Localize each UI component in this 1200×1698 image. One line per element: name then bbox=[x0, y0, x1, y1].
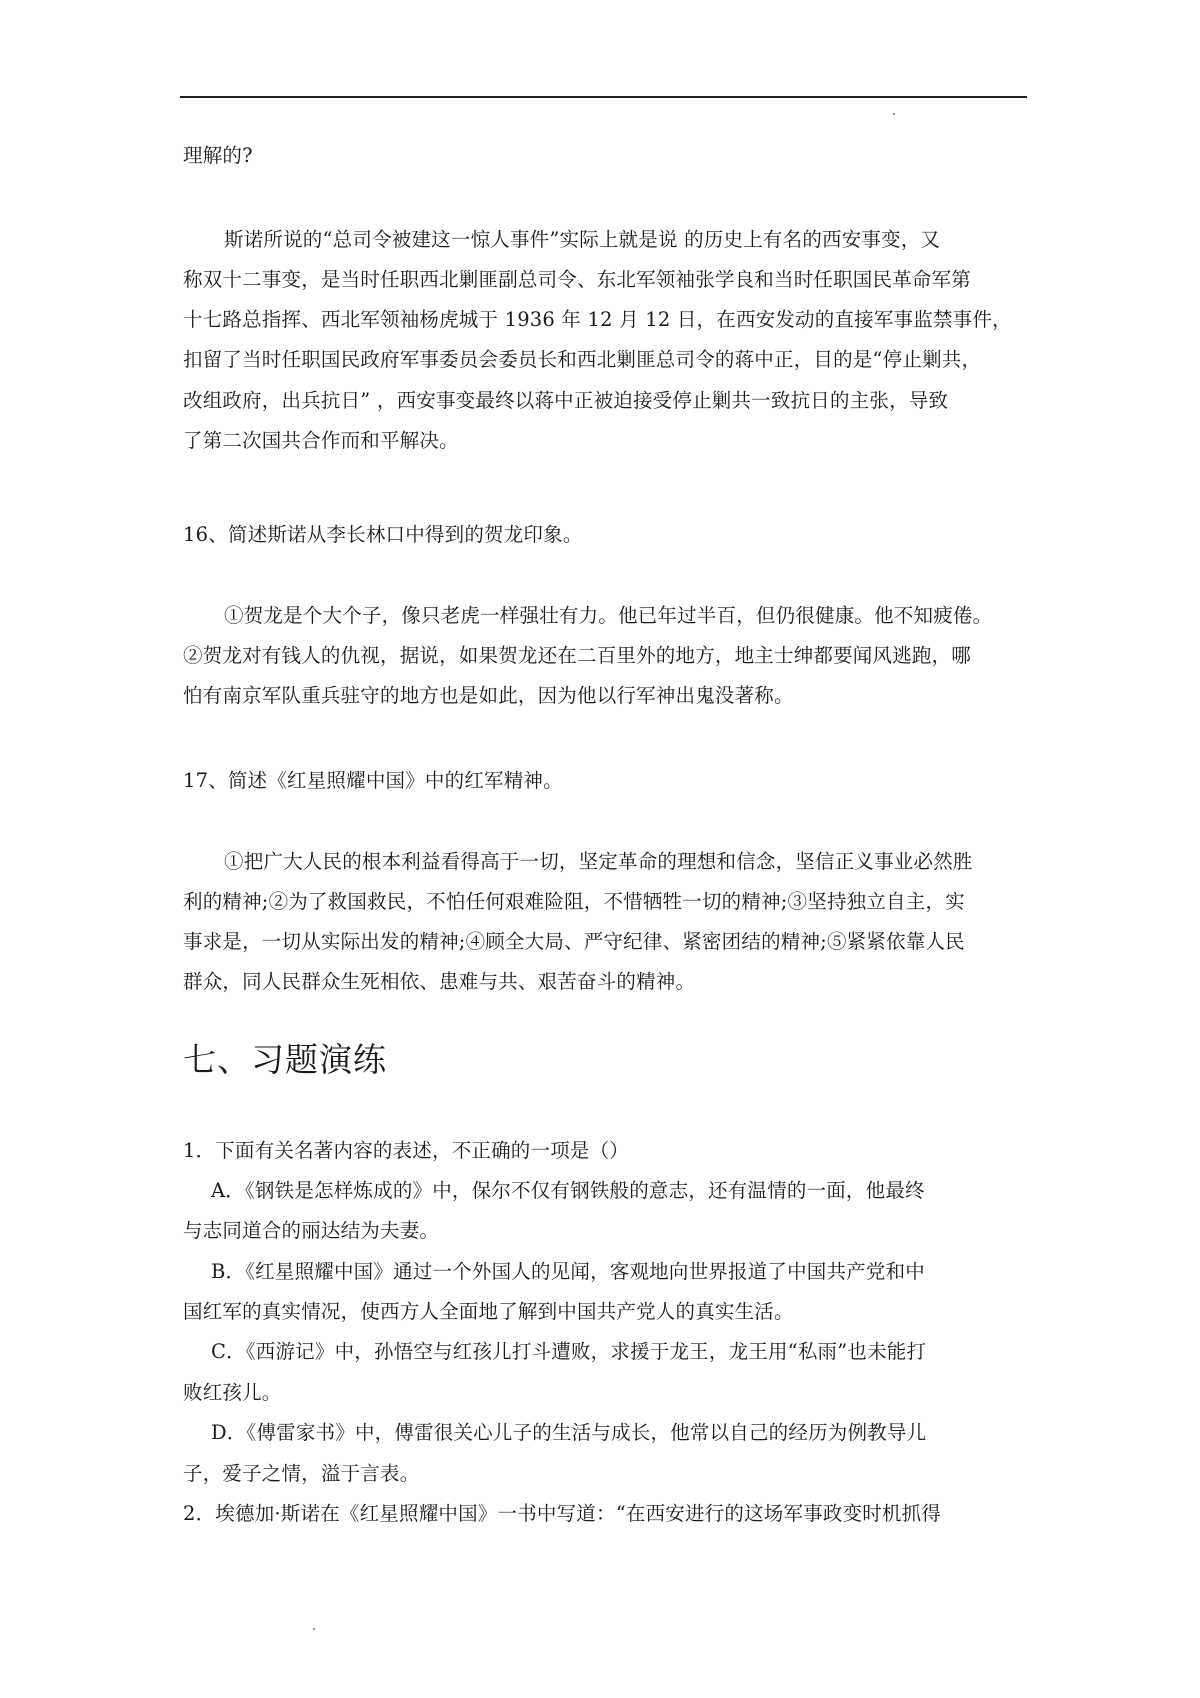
answer-line: ①把广大人民的根本利益看得高于一切，坚定革命的理想和信念，坚信正义事业必然胜 bbox=[224, 850, 973, 873]
answer-line: 改组政府，出兵抗日” ，西安事变最终以蒋中正被迫接受停止剿共一致抗日的主张，导致 bbox=[183, 389, 949, 412]
answer-line: 称双十二事变，是当时任职西北剿匪副总司令、东北军领袖张学良和当时任职国民革命军第 bbox=[183, 268, 972, 291]
footer-dot bbox=[313, 1628, 315, 1630]
answer-line: 怕有南京军队重兵驻守的地方也是如此，因为他以行军神出鬼没著称。 bbox=[183, 684, 794, 707]
option-line: 与志同道合的丽达结为夫妻。 bbox=[183, 1219, 440, 1242]
exercise1-stem: 1．下面有关名著内容的表述，不正确的一项是（） bbox=[183, 1139, 630, 1162]
option-line: A．《钢铁是怎样炼成的》中，保尔不仅有钢铁般的意志，还有温情的一面，他最终 bbox=[211, 1179, 925, 1202]
top-text: 理解的? bbox=[183, 144, 253, 167]
answer-line: 群众，同人民群众生死相依、患难与共、艰苦奋斗的精神。 bbox=[183, 970, 696, 993]
answer-line: 十七路总指挥、西北军领袖杨虎城于 1936 年 12 月 12 日，在西安发动的直接军事监禁事件， bbox=[183, 308, 1012, 331]
answer-line: ①贺龙是个大个子，像只老虎一样强壮有力。他已年过半百，但仍很健康。他不知疲倦。 bbox=[224, 604, 993, 627]
answer-line: ②贺龙对有钱人的仇视，据说，如果贺龙还在二百里外的地方，地主士绅都要闻风逃跑，哪 bbox=[183, 644, 972, 667]
q17-question: 17、简述《红星照耀中国》中的红军精神。 bbox=[183, 769, 563, 792]
exercise2-stem: 2．埃德加·斯诺在《红星照耀中国》一书中写道：“在西安进行的这场军事政变时机抓得 bbox=[183, 1502, 942, 1525]
option-line: C．《西游记》中，孙悟空与红孩儿打斗遭败，求援于龙王，龙王用“私雨”也未能打 bbox=[211, 1340, 927, 1363]
q16-question: 16、简述斯诺从李长林口中得到的贺龙印象。 bbox=[183, 523, 583, 546]
answer-line: 了第二次国共合作而和平解决。 bbox=[183, 429, 459, 452]
section-title: 七、习题演练 bbox=[183, 1040, 387, 1079]
option-line: B．《红星照耀中国》通过一个外国人的见闻，客观地向世界报道了中国共产党和中 bbox=[211, 1260, 925, 1283]
header-rule bbox=[180, 96, 1027, 98]
option-line: 国红军的真实情况，使西方人全面地了解到中国共产党人的真实生活。 bbox=[183, 1300, 794, 1323]
option-line: 败红孩儿。 bbox=[183, 1381, 282, 1404]
answer-line: 扣留了当时任职国民政府军事委员会委员长和西北剿匪总司令的蒋中正，目的是“停止剿共， bbox=[183, 348, 982, 371]
answer-line: 斯诺所说的“总司令被建这一惊人事件”实际上就是说 的历史上有名的西安事变，又 bbox=[224, 228, 941, 251]
option-line: D．《傅雷家书》中，傅雷很关心儿子的生活与成长，他常以自己的经历为例教导儿 bbox=[211, 1421, 927, 1444]
option-line: 子，爱子之情，溢于言表。 bbox=[183, 1462, 420, 1485]
answer-line: 事求是，一切从实际出发的精神;④顾全大局、严守纪律、紧密团结的精神;⑤紧紧依靠人民 bbox=[183, 930, 965, 953]
answer-line: 利的精神;②为了救国救民，不怕任何艰难险阻，不惜牺牲一切的精神;③坚持独立自主，实 bbox=[183, 890, 965, 913]
header-dot bbox=[893, 113, 895, 115]
